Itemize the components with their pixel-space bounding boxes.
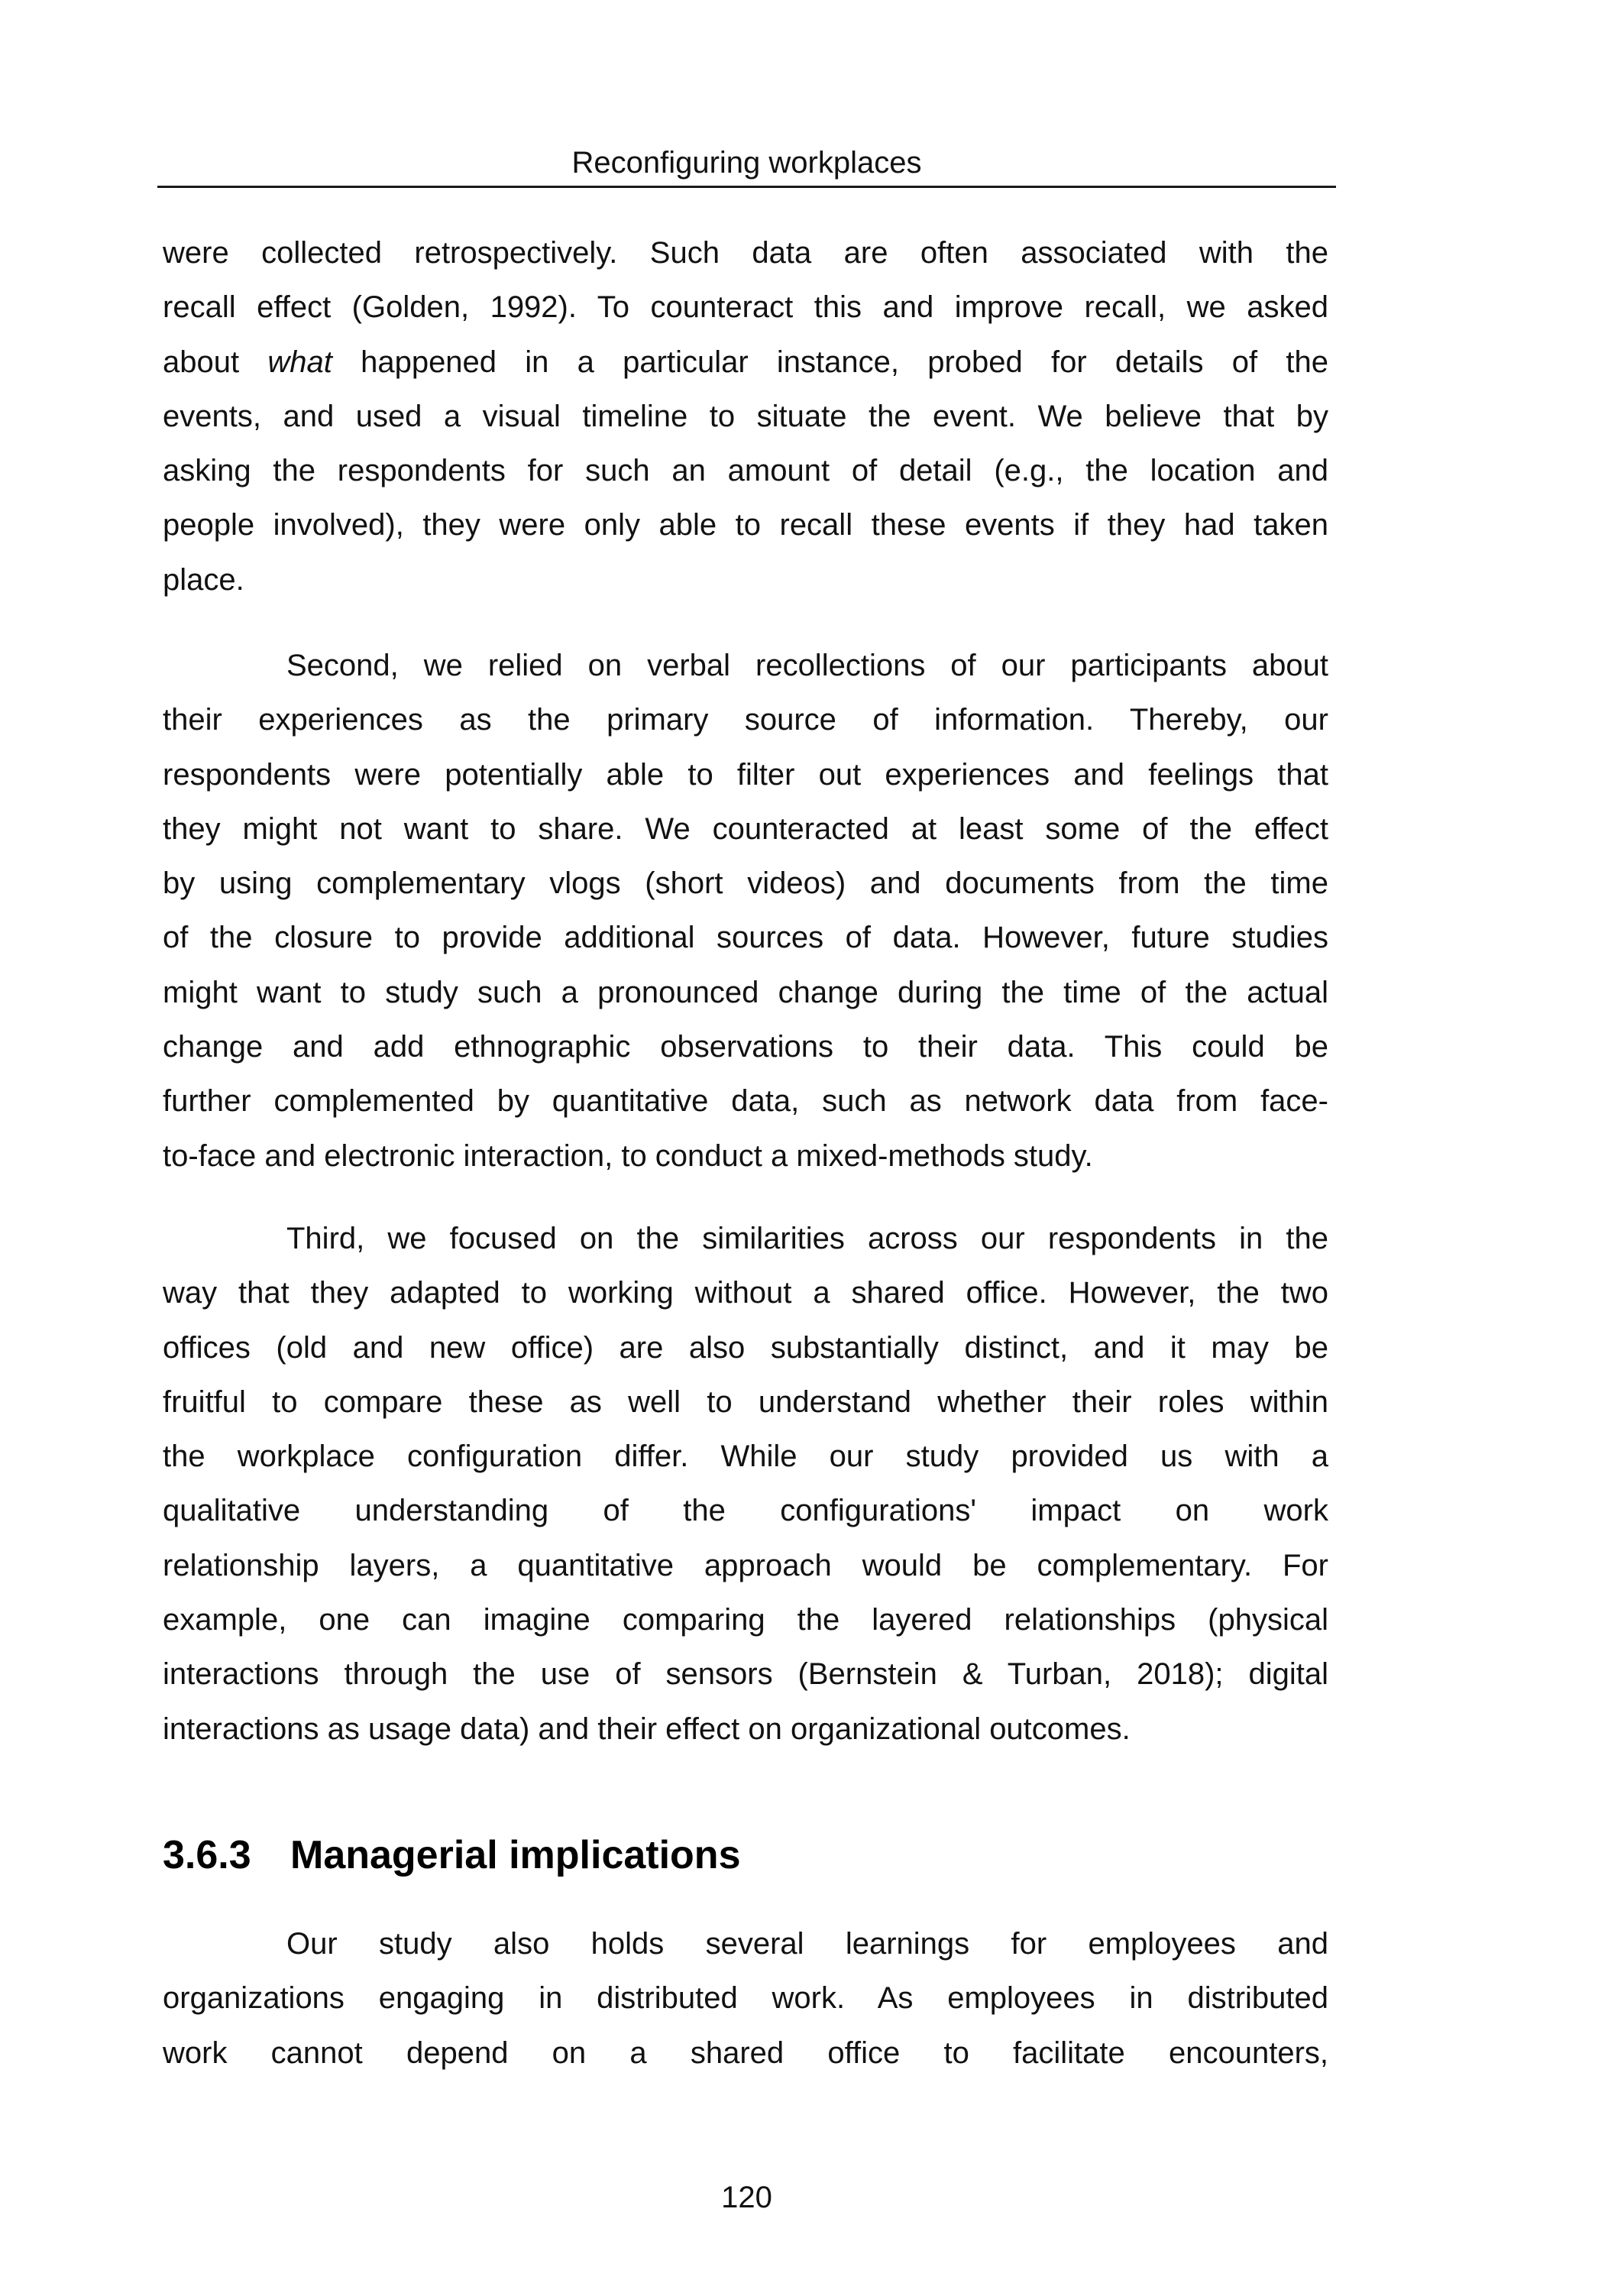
text-segment: might want to study such a pronounced change during the time of the actual (163, 975, 1328, 1009)
text-segment: fruitful to compare these as well to understand whether their roles within (163, 1385, 1328, 1419)
header-rule (157, 186, 1336, 188)
text-segment: work cannot depend on a shared office to facilitate encounters, (163, 2036, 1328, 2070)
text-line (163, 1539, 1328, 1593)
text-line (163, 1702, 1328, 1757)
text-line (163, 1647, 1328, 1702)
text-segment: happened in a particular instance, probed for details of the (332, 345, 1328, 379)
text-segment: to-face and electronic interaction, to conduct a mixed-methods study. (163, 1138, 1093, 1173)
section-number: 3.6.3 (163, 1833, 251, 1877)
text-segment: way that they adapted to working without a shared office. However, the two (163, 1276, 1328, 1310)
text-line (163, 1484, 1328, 1538)
text-segment: they might not want to share. We counteracted at least some of the effect (163, 811, 1328, 846)
text-line (163, 1129, 1328, 1184)
text-line (163, 911, 1328, 965)
text-line (163, 498, 1328, 552)
page-number: 120 (721, 2181, 772, 2214)
text-line (163, 335, 1328, 390)
text-line (163, 1375, 1328, 1430)
text-segment: asking the respondents for such an amount of detail (e.g., the location and (163, 454, 1328, 488)
text-line (163, 639, 1328, 693)
text-segment: organizations engaging in distributed work. As employees in distributed (163, 1981, 1328, 2016)
text-segment: their experiences as the primary source of information. Thereby, our (163, 703, 1328, 737)
section-heading (163, 1825, 741, 1886)
paragraph-third-limitation (163, 1212, 1328, 1757)
text-line (163, 1971, 1328, 2026)
text-segment: example, one can imagine comparing the layered relationships (physical (163, 1603, 1328, 1637)
paragraph-managerial-implications (163, 1917, 1328, 2081)
text-line (163, 1430, 1328, 1484)
text-segment: Third, we focused on the similarities across our respondents in the (286, 1222, 1328, 1255)
text-segment: change and add ethnographic observations to their data. This could be (163, 1030, 1328, 1064)
text-line (163, 1321, 1328, 1375)
text-segment: further complemented by quantitative data, such as network data from face- (163, 1084, 1328, 1119)
paragraph-recall-limitation (163, 226, 1328, 607)
text-segment: by using complementary vlogs (short videos) and documents from the time (163, 866, 1328, 901)
text-line (163, 1917, 1328, 1971)
text-segment: recall effect (Golden, 1992). To counteract this and improve recall, we asked (163, 290, 1328, 325)
text-line (163, 802, 1328, 857)
text-segment: relationship layers, a quantitative approach would be complementary. For (163, 1548, 1328, 1582)
text-line (163, 1593, 1328, 1647)
text-line (163, 444, 1328, 498)
text-segment: about (163, 345, 268, 379)
text-line (163, 857, 1328, 911)
text-line (163, 1212, 1328, 1266)
text-line (163, 226, 1328, 280)
text-line (163, 966, 1328, 1020)
text-line (163, 693, 1328, 747)
text-line (163, 553, 1328, 607)
text-segment: of the closure to provide additional sources of data. However, future studies (163, 921, 1328, 955)
text-segment: interactions as usage data) and their effect on organizational outcomes. (163, 1712, 1131, 1746)
text-line (163, 748, 1328, 802)
paragraph-second-limitation (163, 639, 1328, 1184)
text-segment: qualitative understanding of the configurations' impact on work (163, 1494, 1328, 1528)
text-line (163, 1074, 1328, 1129)
section-title: Managerial implications (290, 1833, 741, 1877)
text-segment: place. (163, 562, 244, 597)
text-line (163, 1266, 1328, 1320)
text-segment: people involved), they were only able to recall these events if they had taken (163, 508, 1328, 542)
text-segment: offices (old and new office) are also substantially distinct, and it may be (163, 1330, 1328, 1365)
text-segment: the workplace configuration differ. While our study provided us with a (163, 1440, 1328, 1474)
emphasized-text: what (267, 345, 332, 379)
text-segment: Second, we relied on verbal recollections of our participants about (286, 649, 1328, 682)
running-head: Reconfiguring workplaces (571, 146, 922, 180)
text-segment: Our study also holds several learnings for employees and (286, 1927, 1328, 1961)
text-line (163, 390, 1328, 444)
text-line (163, 2026, 1328, 2081)
text-segment: interactions through the use of sensors (Bernstein & Turban, 2018); digital (163, 1657, 1328, 1692)
text-segment: events, and used a visual timeline to situate the event. We believe that by (163, 399, 1328, 433)
text-segment: were collected retrospectively. Such data are often associated with the (163, 236, 1328, 270)
text-line (163, 280, 1328, 335)
text-line (163, 1020, 1328, 1074)
text-segment: respondents were potentially able to filter out experiences and feelings that (163, 757, 1328, 792)
